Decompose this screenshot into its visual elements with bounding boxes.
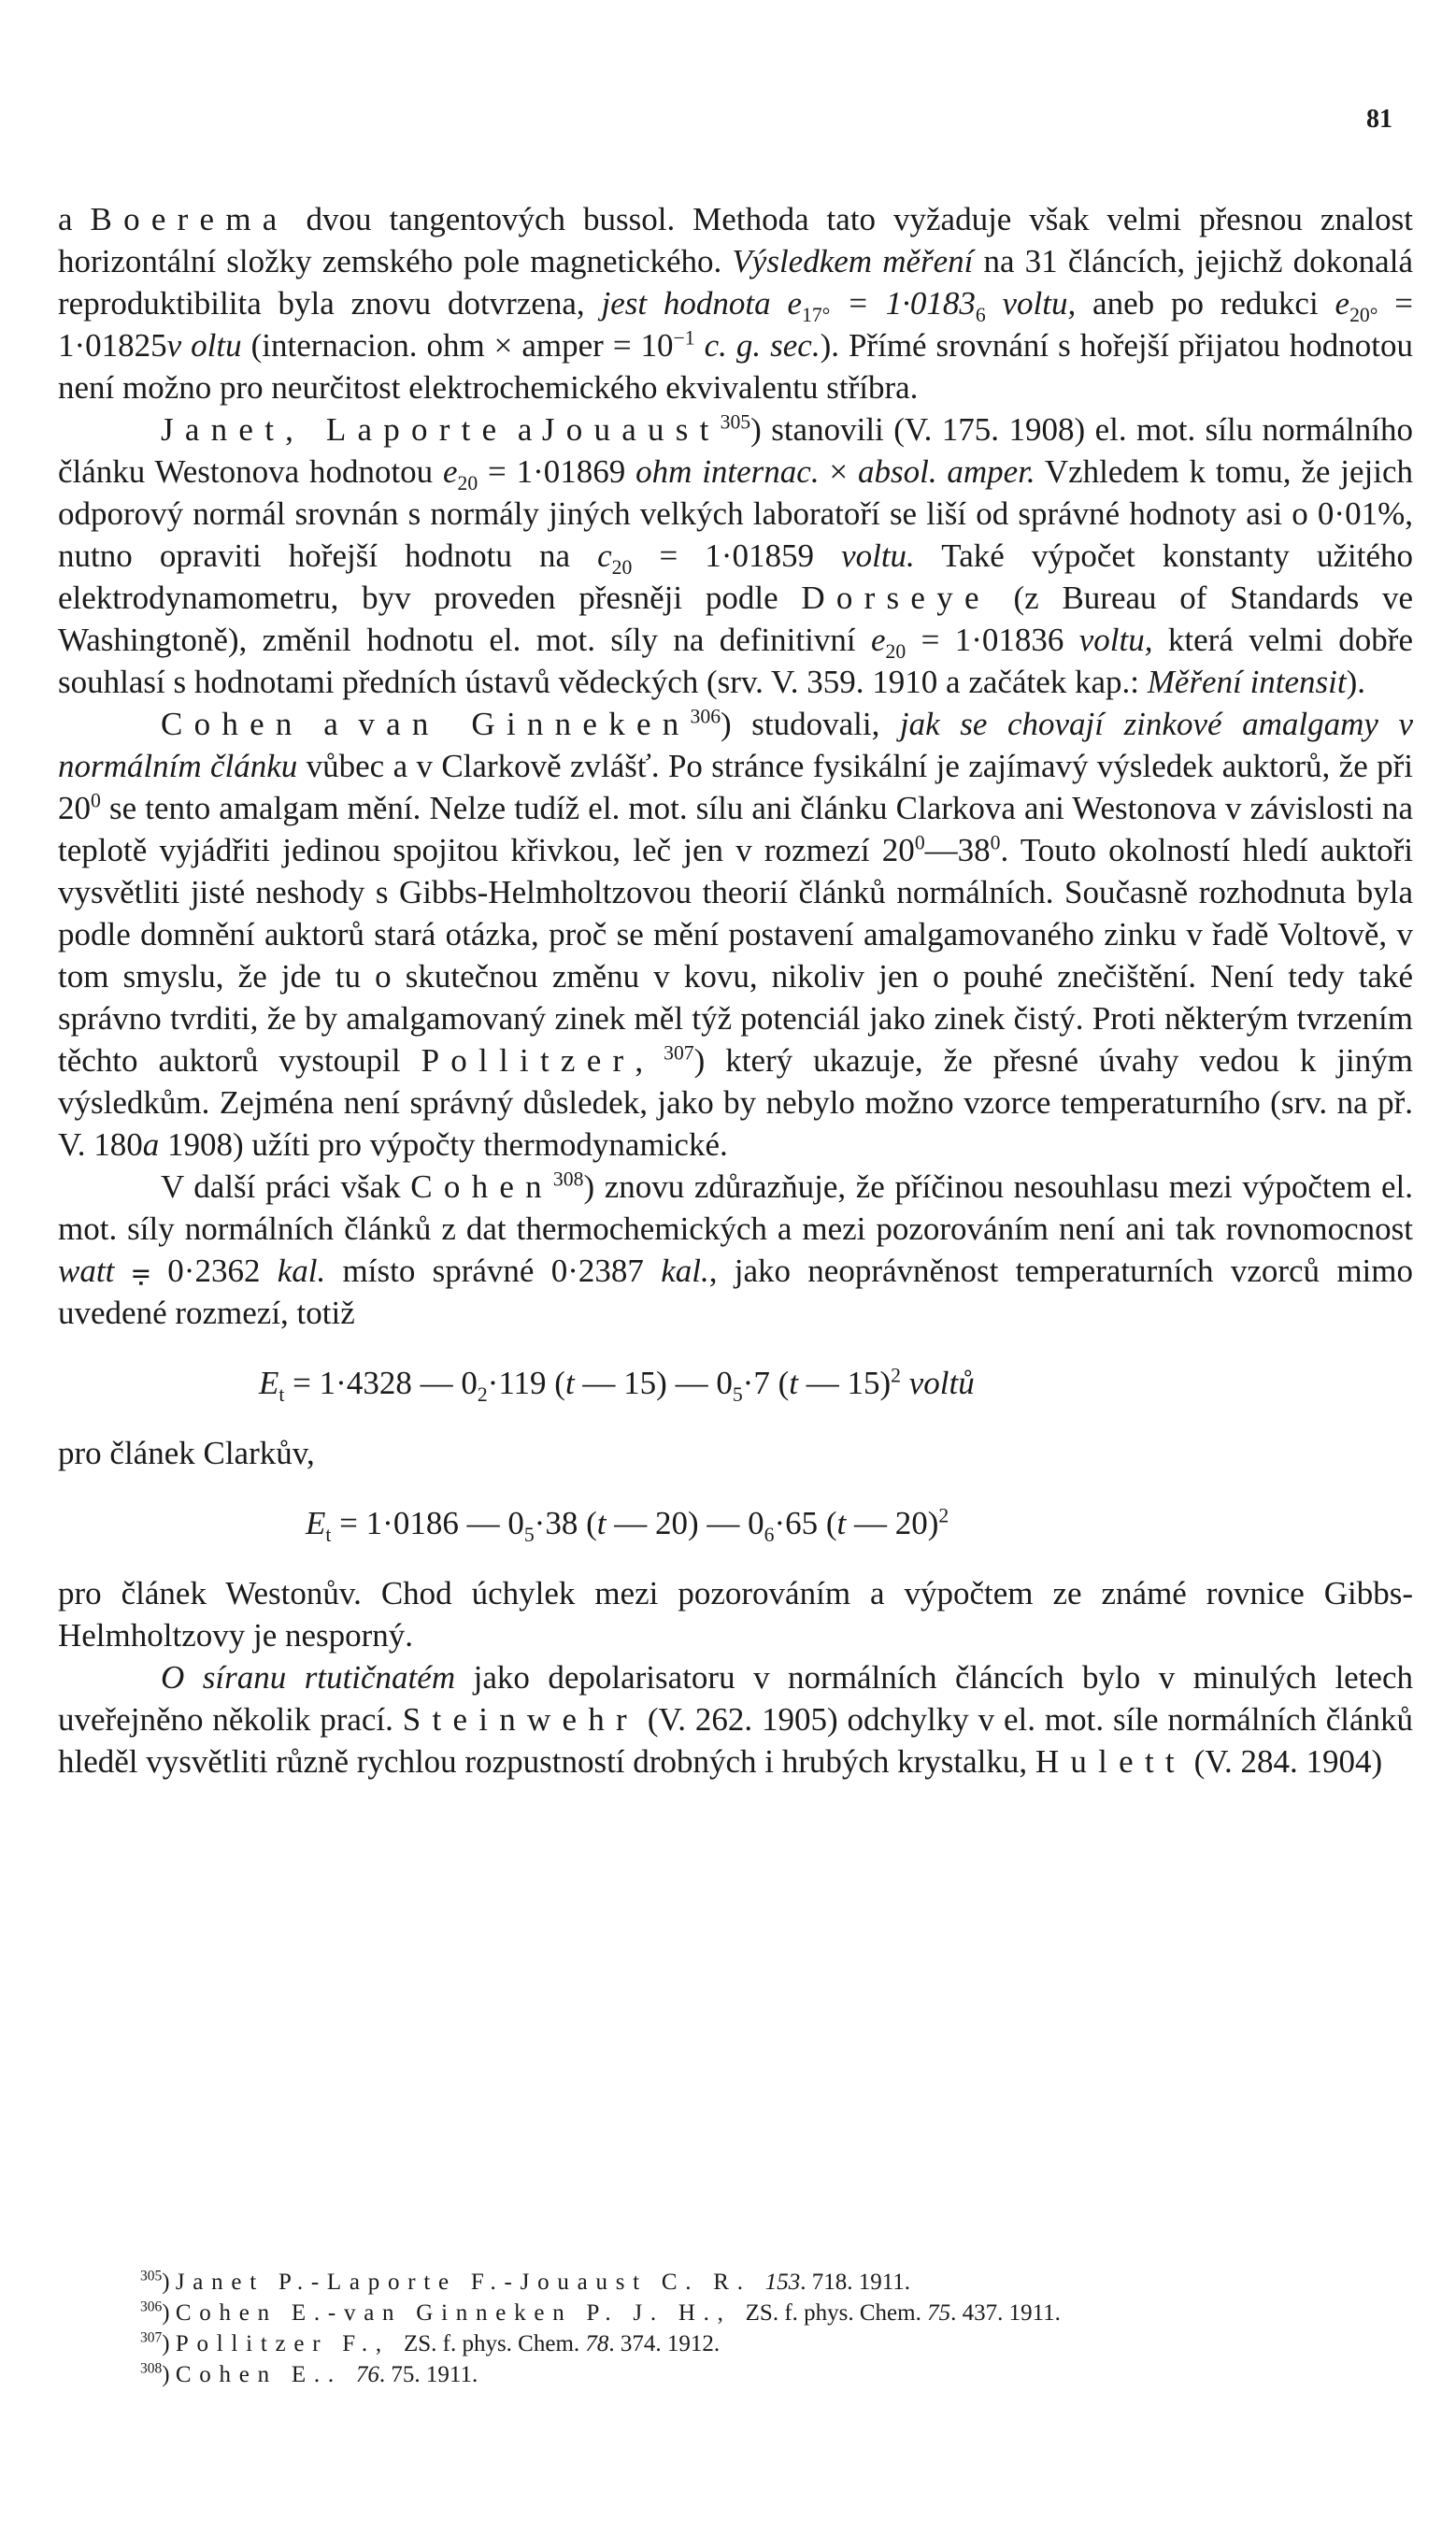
text-run: voltu, [1078, 622, 1153, 658]
footnotes [140, 2267, 1402, 2390]
text-run: jako depolarisatoru v normálních článcích bylo v minulých letech uveřejněno několik prací. [58, 1659, 1414, 1738]
paragraphs-block-after [58, 1572, 1413, 1783]
text-run [901, 1365, 909, 1401]
text-run: 6 [764, 1524, 775, 1546]
text-run: kal. [661, 1253, 709, 1289]
text-run: a [507, 411, 542, 448]
paragraph-p5 [58, 1572, 1413, 1656]
paragraph-p6 [58, 1656, 1413, 1783]
text-run: Pollitzer F., [175, 2331, 404, 2356]
text-run: × [819, 453, 858, 490]
footnote-306: $^{306}$) Cohen E.-van Ginneken P. J. H., ZS. f. phys. Chem. 75. 437. 1911. [140, 2299, 1061, 2326]
text-run: Jouaust [541, 411, 721, 448]
text-run: 1908) užíti pro výpočty thermodynamické. [159, 1126, 728, 1163]
text-run: . Touto okolností hledí auktoři vysvětliti jisté neshody s Gibbs-Helmholtzovou theorií článků normálních. Současně rozhodnuta byla podle domnění auktorů stará otázka, proč se mění postavení amalgamovaného zinku v řadě Voltově, v tom smyslu, že jde tu o skutečnou změnu v kovu, nikoliv jen o pouhé znečištění. Není tedy také správno tvrditi, že by amalgamovaný zinek měl týž potenciál jako zinek čistý. Proti některým tvrzením těchto auktorů vystoupil [58, 832, 1413, 1079]
paragraph-p4 [58, 1166, 1413, 1334]
text-run: 2 [891, 1364, 901, 1387]
text-run: voltů [908, 1365, 975, 1401]
text-run: 308 [552, 1167, 584, 1191]
formula-weston [58, 1502, 1413, 1544]
text-run: (internacion. ohm × amper = 10 [241, 327, 674, 364]
text-run: . 718. 1911. [800, 2270, 911, 2295]
text-run: 20 [885, 640, 906, 663]
text-run: 20 [611, 556, 633, 579]
text-run: (V. 284. 1904) [1185, 1743, 1383, 1780]
text-run: ·38 ( [534, 1505, 597, 1541]
paragraphs-block [58, 198, 1413, 1334]
text-run: — 20) [846, 1505, 939, 1541]
text-run: O síranu rtutičnatém [161, 1659, 456, 1696]
text-run: ohm internac. [635, 453, 820, 490]
text-run: E [259, 1365, 279, 1401]
text-run: Vzhledem k tomu, že jejich odporový normál srovnán s normály jiných velkých laboratoří se liší od správné hodnoty asi o 0·01%, nutno opraviti hořejší hodnotu na [58, 453, 1413, 574]
text-run: = 1·01859 [632, 537, 842, 574]
text-run: Dorseye [801, 580, 991, 616]
text-run [695, 327, 705, 364]
text-run: 76 [355, 2362, 379, 2387]
text-run: ·7 ( [742, 1365, 790, 1401]
text-run: a [142, 1126, 160, 1163]
text-run: c [597, 537, 612, 574]
text-run: 0 [914, 831, 925, 854]
text-run: —38 [924, 832, 991, 868]
text-run: Výsledkem měření [732, 243, 974, 279]
footnote-number: 308 [140, 2360, 163, 2377]
text-run: Pollitzer [421, 1042, 635, 1079]
text-run: voltu. [841, 537, 915, 574]
text-run: 0 [990, 831, 1001, 854]
text-run: jest hodnota e [601, 285, 802, 322]
text-run: = 1·4328 — 0 [284, 1365, 478, 1401]
text-run: Cohen [161, 706, 304, 742]
text-run: t [836, 1505, 847, 1541]
text-run: ) znovu zdůrazňuje, že příčinou nesouhlasu mezi výpočtem el. mot. síly normálních článků z dat thermochemických a mezi pozorováním není ani tak rovnomocnost [58, 1168, 1413, 1247]
text-run: = 1·0183 [830, 285, 976, 322]
text-run: 307 [664, 1041, 694, 1065]
paragraph-p2 [58, 408, 1413, 703]
text-run: ) stanovili (V. 175. 1908) el. mot. sílu normálního článku Westonova hodnotou [58, 411, 1413, 490]
text-run: t [789, 1365, 798, 1401]
text-run: t [596, 1505, 607, 1541]
text-run: Hulett [1035, 1743, 1186, 1780]
text-run: Steinwehr [402, 1701, 638, 1738]
text-run: ). [1346, 664, 1366, 700]
text-run: Cohen E.-van Ginneken P. J. H., [175, 2300, 746, 2326]
text-run: — 15) [797, 1365, 892, 1401]
text-run: . 75. 1911. [378, 2362, 478, 2387]
text-run: 6 [975, 304, 986, 326]
text-run: , jako neoprávněnost temperaturních vzorců mimo uvedené rozmezí, totiž [58, 1253, 1413, 1331]
text-run: 153 [764, 2270, 801, 2295]
text-run: t [564, 1365, 575, 1401]
footnote-number: 306 [140, 2299, 163, 2315]
text-run: = 1·01836 [906, 622, 1079, 658]
text-run: — 20) — 0 [606, 1505, 764, 1541]
text-run: −1 [673, 326, 695, 350]
text-run: ZS. f. phys. Chem. [745, 2300, 928, 2326]
text-run: 78 [585, 2331, 609, 2356]
footnote-307: $^{307}$) Pollitzer F., ZS. f. phys. Chem. 78. 374. 1912. [140, 2329, 721, 2356]
text-run: místo správné 0·2387 [325, 1253, 662, 1289]
caption-clark: pro článek Clarkův, [58, 1435, 315, 1471]
text-run: . 374. 1912. [608, 2331, 721, 2356]
text-run: 20° [1349, 304, 1378, 326]
text-run: 5 [732, 1383, 743, 1406]
text-run: ). Přímé srovnání s hořejší přijatou hodnotou není možno pro neurčitost elektrochemického ekvivalentu stříbra. [58, 327, 1414, 406]
formula-clark [58, 1362, 1413, 1404]
text-run: Také výpočet konstanty užitého elektrodynamometru, byv proveden přesněji podle [58, 537, 1413, 616]
text-run: která velmi dobře souhlasí s hodnotami předních ústavů vědeckých (srv. V. 359. 1910 a začátek kap.: [58, 622, 1413, 700]
text-run: 2 [477, 1383, 488, 1406]
text-run: = 1·01869 [478, 453, 636, 490]
text-run: 306 [690, 705, 721, 728]
text-run: ) který ukazuje, že přesné úvahy vedou k jiným výsledkům. Zejména není správný důsledek, jako by nebylo možno vzorce temperaturního (srv. na př. V. 180 [58, 1042, 1413, 1163]
text-run: se tento amalgam mění. Nelze tudíž el. mot. sílu ani článku Clarkova ani Westonova v závislosti na teplotě vyjádřiti jedinou spojitou křivkou, leč jen v rozmezí 20 [58, 790, 1413, 868]
paragraph-p3 [58, 703, 1413, 1166]
text-run: e [870, 622, 886, 658]
text-run: na 31 článcích, jejichž dokonalá reproduktibilita byla znovu dotvrzena, [58, 243, 1413, 322]
footnote-305: $^{305}$) Janet P.-Laporte F.-Jouaust C. R. 153. 718. 1911. [140, 2268, 911, 2295]
text-run: aneb po redukci [1076, 285, 1335, 322]
text-run: (z Bureau of Standards ve Washingtoně), změnil hodnotu el. mot. síly na definitivní [58, 580, 1413, 658]
text-run: van Ginneken [358, 706, 691, 742]
text-run: Janet P.-Laporte F.-Jouaust C. R. [175, 2270, 765, 2295]
text-run: e [1335, 285, 1350, 322]
text-run: V další práci však [161, 1168, 411, 1205]
text-run: ZS. f. phys. Chem. [403, 2331, 586, 2356]
text-run: e [443, 453, 458, 490]
text-run: vůbec a v Clarkově zvlášť. Po stránce fysikální je zajímavý výsledek auktorů, že při 20 [58, 748, 1413, 826]
paragraph-p1 [58, 198, 1413, 408]
text-run: a [58, 201, 91, 237]
text-run: absol. amper. [857, 453, 1035, 490]
text-run: t [325, 1524, 332, 1546]
text-run: c. g. sec. [704, 327, 821, 364]
text-run: 20 [457, 472, 478, 494]
text-run: ·119 ( [487, 1365, 565, 1401]
text-run: Cohen E.. [175, 2362, 356, 2387]
text-run: Měření intensit [1147, 664, 1347, 700]
main-text [58, 198, 1413, 1783]
text-run: E [306, 1505, 326, 1541]
text-run: ) studovali, [721, 706, 900, 742]
text-run: 2 [938, 1504, 949, 1527]
footnote-number: 305 [140, 2268, 163, 2284]
text-run: dvou tangentových bussol. Methoda tato vyžaduje však velmi přesnou znalost horizontální složky zemského pole magnetického. [58, 201, 1413, 279]
text-run: watt [58, 1253, 115, 1289]
text-run: v oltu [166, 327, 242, 364]
text-run: ·65 ( [774, 1505, 837, 1541]
footnote-308: $^{308}$) Cohen E.. 76. 75. 1911. [140, 2360, 478, 2387]
text-run: , [635, 1042, 664, 1079]
text-run: — 15) — 0 [574, 1365, 733, 1401]
text-run: Cohen [410, 1168, 553, 1205]
text-run: = 1·01825 [58, 285, 1413, 364]
text-run: pro článek Westonův. Chod úchylek mezi pozorováním a výpočtem ze známé rovnice Gibbs-Helmholtzovy je nesporný. [58, 1575, 1413, 1654]
text-run: Janet, Laporte [161, 411, 508, 448]
footnote-number: 307 [140, 2329, 163, 2346]
text-run: (V. 262. 1905) odchylky v el. mot. síle normálních článků hleděl vysvětliti různě rychlou rozpustností drobných i hrubých krystalku, [58, 1701, 1413, 1780]
text-run: a [303, 706, 359, 742]
page-number: 81 [1366, 105, 1392, 134]
text-run: 305 [720, 410, 751, 434]
text-run: jak se chovají zinkové amalgamy v normálním článku [58, 706, 1413, 784]
text-run: kal. [277, 1253, 326, 1289]
text-run: voltu, [985, 285, 1077, 322]
text-run: Boerema [90, 201, 289, 237]
text-run: t [278, 1383, 285, 1406]
text-run: 5 [523, 1524, 535, 1546]
text-run: 17° [801, 304, 831, 326]
text-run: ⩦ 0·2362 [114, 1253, 278, 1289]
text-run: . 437. 1911. [950, 2300, 1061, 2326]
text-run: 0 [91, 789, 101, 812]
text-run: 75 [927, 2300, 951, 2326]
text-run: = 1·0186 — 0 [331, 1505, 524, 1541]
